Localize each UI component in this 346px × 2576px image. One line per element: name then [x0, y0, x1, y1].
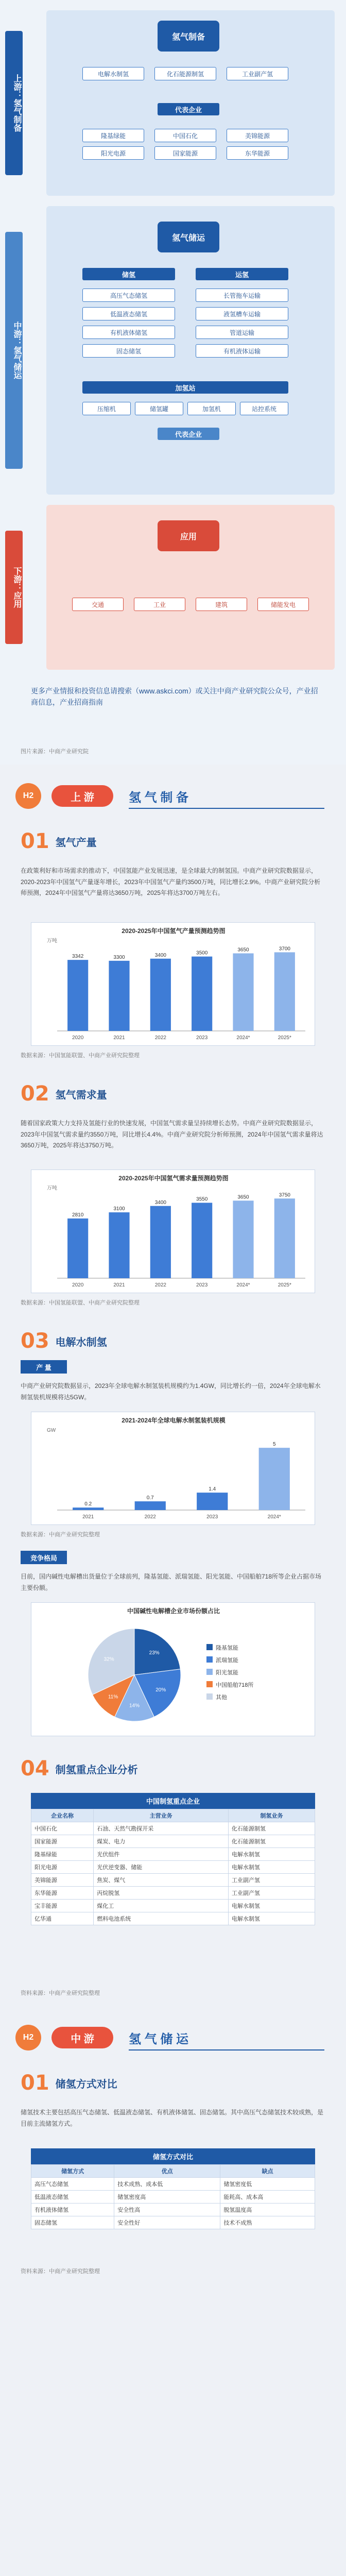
data-label: 3700: [279, 946, 290, 952]
table-cell: 技术成熟、成本低: [114, 2178, 220, 2191]
chart-production: [31, 922, 315, 1046]
table-cell: 电解水制氢: [228, 1900, 315, 1912]
table-cell: 技术不成熟: [220, 2216, 315, 2229]
station-item: 储氢罐: [135, 402, 183, 415]
table-cell: 亿华通: [31, 1912, 94, 1925]
mid-01-text: 储氢技术主要包括高压气态储氢、低温液态储氢、有机液体储氢、固态储氢。其中高压气态储氢技术较成熟，是目前主流储氢方式。: [21, 2109, 324, 2127]
legend-swatch: [206, 1693, 213, 1700]
data-label: 2810: [72, 1212, 84, 1218]
application-hub: [158, 520, 219, 551]
section-03-pill-text: 产 量: [36, 1363, 51, 1371]
bar: [233, 1200, 253, 1278]
station-header: 加氢站: [82, 381, 288, 394]
midstream-pill: [51, 2027, 113, 2048]
section-01-number: 01: [21, 829, 49, 853]
table-cell: 有机液体储氢: [31, 2204, 114, 2216]
section-03-text: 中商产业研究院数据显示，2023年全球电解水制氢装机规模约为1.4GW，同比增长约一倍，2024年全球电解水制氢装机规模将达5GW。: [21, 1382, 321, 1401]
table-cell: 低温液态储氢: [31, 2191, 114, 2204]
production-company: 隆基绿能: [82, 129, 144, 142]
bar: [150, 1206, 171, 1278]
production-source: 化石能源制氢: [154, 67, 216, 80]
bar: [274, 952, 295, 1031]
section-01-source: 数据来源：中国氢能联盟、中商产业研究院整理: [21, 1053, 140, 1059]
data-label: 3342: [72, 954, 84, 960]
bar: [73, 1507, 103, 1510]
table-row: [31, 1861, 315, 1874]
storage-right-item: 液氢槽车运输: [196, 307, 288, 320]
table-cell: 工业副产氢: [228, 1874, 315, 1887]
chart-title: 2020-2025年中国氢气需求量预测趋势图: [118, 1175, 229, 1182]
table-cell: 石油、天然气勘探开采: [94, 1822, 229, 1835]
application-hub-label: 应用: [180, 532, 197, 541]
chart-title: 2020-2025年中国氢气产量预测趋势图: [122, 927, 226, 935]
legend-label: 中国船舶718所: [216, 1682, 254, 1688]
table-cell: 煤炭、电力: [94, 1835, 229, 1848]
table-row: [31, 1848, 315, 1861]
tick-label: 2023: [196, 1282, 208, 1288]
section-04-table-wrap: [31, 1793, 315, 1925]
data-label: 3550: [196, 1196, 208, 1202]
data-label: 3750: [279, 1192, 290, 1198]
table-cell: 光伏逆变器、储能: [94, 1861, 229, 1874]
section-04-table-title: 中国制氢重点企业: [31, 1793, 315, 1809]
table-cell: 工业副产氢: [228, 1887, 315, 1900]
chart-unit: 万吨: [47, 938, 57, 944]
midstream-banner: [10, 2020, 336, 2056]
table-cell: 储氢密度高: [114, 2191, 220, 2204]
storage-hub-label: 氢气储运: [171, 233, 205, 243]
section-02-heading: [21, 1082, 107, 1106]
data-label: 3100: [113, 1206, 125, 1212]
section-02-title: 氢气需求量: [55, 1089, 107, 1101]
tick-label: 2024*: [236, 1282, 250, 1288]
midstream-underline: [129, 2049, 324, 2050]
table-cell: 安全性好: [114, 2216, 220, 2229]
storage-right-item: 长管拖车运输: [196, 289, 288, 302]
table-row: [31, 1874, 315, 1887]
table-row: [31, 2191, 315, 2204]
footer-note-text: 更多产业情报和投资信息请搜索（www.askci.com）或关注中商产业研究院公众号，产业招商信息，产业招商指南: [31, 687, 318, 707]
section-03-pill: [21, 1360, 67, 1374]
chart-share: [31, 1602, 315, 1736]
production-company: 美锦能源: [227, 129, 288, 142]
bar: [67, 1218, 88, 1278]
section-04-title: 制氢重点企业分析: [55, 1764, 138, 1776]
tick-label: 2020: [72, 1035, 84, 1041]
data-label: 14%: [129, 1703, 140, 1709]
chart-unit: 万吨: [47, 1185, 57, 1191]
table-cell: 煤化工: [94, 1900, 229, 1912]
h2-badge: [15, 783, 41, 809]
table-row: [31, 1912, 315, 1925]
table-cell: 固态储氢: [31, 2216, 114, 2229]
bar: [135, 1501, 166, 1510]
section-02-text: 随着国家政策大力支持及氢能行业的快速发展，中国氢气需求量呈持续增长态势。中商产业研究院数据显示，2023年中国氢气需求量约3550万吨，同比增长4.4%。中商产业研究院分析师预测，2024年中国氢气需求量将达3650万吨，2025年将达3750万吨。: [21, 1120, 323, 1149]
companies-table: [31, 1809, 315, 1925]
legend-label: 其他: [216, 1694, 227, 1701]
table-header-cell: 优点: [114, 2165, 220, 2178]
station-item: 压缩机: [82, 402, 131, 415]
industry-chain-map: [0, 0, 346, 765]
chart-demand-svg: [31, 1170, 316, 1294]
tick-label: 2022: [154, 1282, 166, 1288]
production-hub-label: 氢气制备: [171, 32, 205, 42]
tick-label: 2024*: [267, 1514, 281, 1520]
data-label: 0.2: [84, 1501, 92, 1507]
table-cell: 脱氢温度高: [220, 2204, 315, 2216]
data-label: 0.7: [146, 1495, 154, 1501]
legend-label: 阳光氢能: [216, 1670, 238, 1676]
upstream-stage-label: 上游：氢气制备: [5, 31, 23, 175]
tick-label: 2022: [144, 1514, 156, 1520]
mid-01-title: 储氢方式对比: [55, 2078, 117, 2090]
legend-label: 派瑞氢能: [216, 1657, 238, 1664]
data-label: 20%: [155, 1687, 166, 1693]
production-company-header: 代表企业: [158, 103, 219, 115]
data-label: 32%: [103, 1656, 114, 1663]
storage-left-header: 储氢: [82, 268, 175, 280]
bar: [233, 953, 253, 1031]
station-company-header: 代表企业: [158, 428, 219, 440]
data-label: 3650: [237, 947, 249, 953]
section-02-source: 数据来源：中国氢能联盟、中商产业研究院整理: [21, 1300, 140, 1306]
bar: [109, 961, 129, 1031]
mid-01-table-wrap: [31, 2148, 315, 2229]
table-cell: 阳光电源: [31, 1861, 94, 1874]
chart-title: 2021-2024年全球电解水制氢装机规模: [122, 1417, 226, 1424]
chart-title: 中国碱性电解槽企业市场份额占比: [127, 1607, 220, 1615]
bar: [192, 1203, 212, 1278]
table-cell: 电解水制氢: [228, 1912, 315, 1925]
section-03-number: 03: [21, 1329, 49, 1353]
table-cell: 隆基绿能: [31, 1848, 94, 1861]
tick-label: 2025*: [278, 1035, 291, 1041]
mid-01-number: 01: [21, 2071, 49, 2095]
table-cell: 焦炭、煤气: [94, 1874, 229, 1887]
tick-label: 2024*: [236, 1035, 250, 1041]
bar: [67, 960, 88, 1031]
midstream-title: 氢 气 储 运: [129, 2032, 189, 2046]
storage-right-header: 运氢: [196, 268, 288, 280]
data-label: 3400: [154, 1199, 166, 1206]
table-cell: 安全性高: [114, 2204, 220, 2216]
table-cell: 丙烷脱氢: [94, 1887, 229, 1900]
upstream-underline: [129, 808, 324, 809]
production-hub: [158, 21, 219, 52]
upstream-banner: [10, 778, 336, 814]
section-03-text2: 目前，国内碱性电解槽出货量位于全球前列，隆基氢能、派瑞氢能、阳光氢能、中国船舶718所等企业占据市场主要份额。: [21, 1573, 322, 1591]
tick-label: 2022: [154, 1035, 166, 1041]
section-03-pill2-text: 竞争格局: [30, 1554, 57, 1562]
section-02-number: 02: [21, 1082, 49, 1106]
bar: [192, 957, 212, 1031]
mid-01-table-title: 储氢方式对比: [31, 2148, 315, 2164]
bar: [197, 1493, 228, 1510]
storage-right-item: 有机液体运输: [196, 344, 288, 358]
application-item: 工业: [134, 598, 185, 611]
station-item: 加氢机: [187, 402, 236, 415]
footer-note: [31, 685, 319, 708]
production-company: 中国石化: [154, 129, 216, 142]
storage-table: [31, 2164, 315, 2229]
table-header-cell: 缺点: [220, 2165, 315, 2178]
storage-right-item: 管道运输: [196, 326, 288, 339]
table-row: [31, 2216, 315, 2229]
data-label: 1.4: [209, 1486, 216, 1493]
data-label: 3500: [196, 950, 208, 956]
bar: [109, 1212, 129, 1278]
table-cell: 东华能源: [31, 1887, 94, 1900]
station-item: 站控系统: [240, 402, 288, 415]
legend-swatch: [206, 1644, 213, 1650]
h2-badge-text: H2: [23, 791, 34, 800]
table-cell: 高压气态储氢: [31, 2178, 114, 2191]
section-04-source: 资料来源：中商产业研究院整理: [21, 1990, 100, 1996]
chart-unit: GW: [47, 1428, 56, 1433]
table-cell: 电解水制氢: [228, 1848, 315, 1861]
h2-badge-mid: [15, 2025, 41, 2050]
data-label: 11%: [108, 1694, 118, 1700]
production-company: 东华能源: [227, 146, 288, 160]
table-cell: 电解水制氢: [228, 1861, 315, 1874]
table-header-row: [31, 2165, 315, 2178]
storage-left-item: 固态储氢: [82, 344, 175, 358]
tick-label: 2021: [113, 1035, 125, 1041]
storage-hub: [158, 222, 219, 252]
section-03-source: 数据来源：中商产业研究院整理: [21, 1532, 100, 1538]
table-cell: 美锦能源: [31, 1874, 94, 1887]
table-cell: 中国石化: [31, 1822, 94, 1835]
data-label: 3300: [113, 954, 125, 960]
chart-electrolysis-svg: [31, 1412, 316, 1526]
mid-01-heading: [21, 2071, 117, 2095]
data-label: 23%: [149, 1650, 160, 1656]
table-cell: 储氢密度低: [220, 2178, 315, 2191]
table-row: [31, 1835, 315, 1848]
section-01-title: 氢气产量: [55, 837, 97, 849]
production-company: 阳光电源: [82, 146, 144, 160]
chart-production-svg: [31, 923, 316, 1046]
downstream-stage-label: 下游：应用: [5, 531, 23, 644]
table-row: [31, 1900, 315, 1912]
table-row: [31, 2204, 315, 2216]
table-cell: 燃料电池系统: [94, 1912, 229, 1925]
upstream-pill: [51, 785, 113, 807]
chart-share-svg: [31, 1603, 316, 1737]
table-cell: 国家能源: [31, 1835, 94, 1848]
section-04-number: 04: [21, 1757, 49, 1781]
midstream-stage-label: 中游：氢气储运: [5, 232, 23, 469]
section-03-heading: [21, 1329, 107, 1353]
tick-label: 2023: [206, 1514, 218, 1520]
tick-label: 2021: [113, 1282, 125, 1288]
tick-label: 2021: [82, 1514, 94, 1520]
data-label: 3650: [237, 1194, 249, 1200]
chart-electrolysis: [31, 1412, 315, 1525]
table-row: [31, 1887, 315, 1900]
legend-swatch: [206, 1669, 213, 1675]
table-header-cell: 储氢方式: [31, 2165, 114, 2178]
mid-01-source: 资料来源：中商产业研究院整理: [21, 2268, 100, 2275]
application-item: 储能发电: [257, 598, 309, 611]
h2-badge-mid-text: H2: [23, 2033, 34, 2042]
chart-demand: [31, 1170, 315, 1293]
legend-label: 隆基氢能: [216, 1645, 238, 1651]
tick-label: 2020: [72, 1282, 84, 1288]
table-row: [31, 2178, 315, 2191]
section-03-pill2: [21, 1551, 67, 1564]
table-cell: 宝丰能源: [31, 1900, 94, 1912]
storage-left-item: 低温液态储氢: [82, 307, 175, 320]
table-cell: 能耗高、成本高: [220, 2191, 315, 2204]
table-header-cell: 企业名称: [31, 1809, 94, 1822]
bar: [150, 959, 171, 1031]
production-company: 国家能源: [154, 146, 216, 160]
midstream-pill-text: 中 游: [71, 2033, 94, 2045]
table-cell: 化石能源制氢: [228, 1835, 315, 1848]
tick-label: 2025*: [278, 1282, 291, 1288]
table-header-cell: 主营业务: [94, 1809, 229, 1822]
storage-left-item: 有机液体储氢: [82, 326, 175, 339]
table-header-row: [31, 1809, 315, 1822]
map-source: 图片来源：中商产业研究院: [21, 749, 89, 755]
application-item: 建筑: [196, 598, 247, 611]
table-row: [31, 1822, 315, 1835]
section-03-title: 电解水制氢: [55, 1336, 107, 1348]
bar: [259, 1448, 290, 1510]
legend-swatch: [206, 1656, 213, 1663]
data-label: 3400: [154, 952, 166, 958]
application-item: 交通: [72, 598, 124, 611]
section-01-text: 在政策利好和市场需求的推动下，中国氢能产业发展迅速，是全球最大的制氢国。中商产业研究院数据显示，2020-2023年中国氢气产量逐年增长，2023年中国氢气产量约3500万吨，同比增长2.9%。中商产业研究院分析师预测，2024年中国氢气产量将达3650万吨，2025年将达3700万吨左右。: [21, 867, 321, 897]
upstream-title: 氢 气 制 备: [129, 791, 189, 805]
legend-swatch: [206, 1681, 213, 1687]
data-label: 5: [272, 1442, 276, 1448]
storage-left-item: 高压气态储氢: [82, 289, 175, 302]
production-source: 电解水制氢: [82, 67, 144, 80]
production-source: 工业副产氢: [227, 67, 288, 80]
bar: [274, 1198, 295, 1278]
tick-label: 2023: [196, 1035, 208, 1041]
upstream-pill-text: 上 游: [71, 791, 94, 803]
table-cell: 光伏组件: [94, 1848, 229, 1861]
table-cell: 化石能源制氢: [228, 1822, 315, 1835]
section-04-heading: [21, 1757, 138, 1781]
table-header-cell: 制氢业务: [228, 1809, 315, 1822]
section-01-heading: [21, 829, 97, 853]
